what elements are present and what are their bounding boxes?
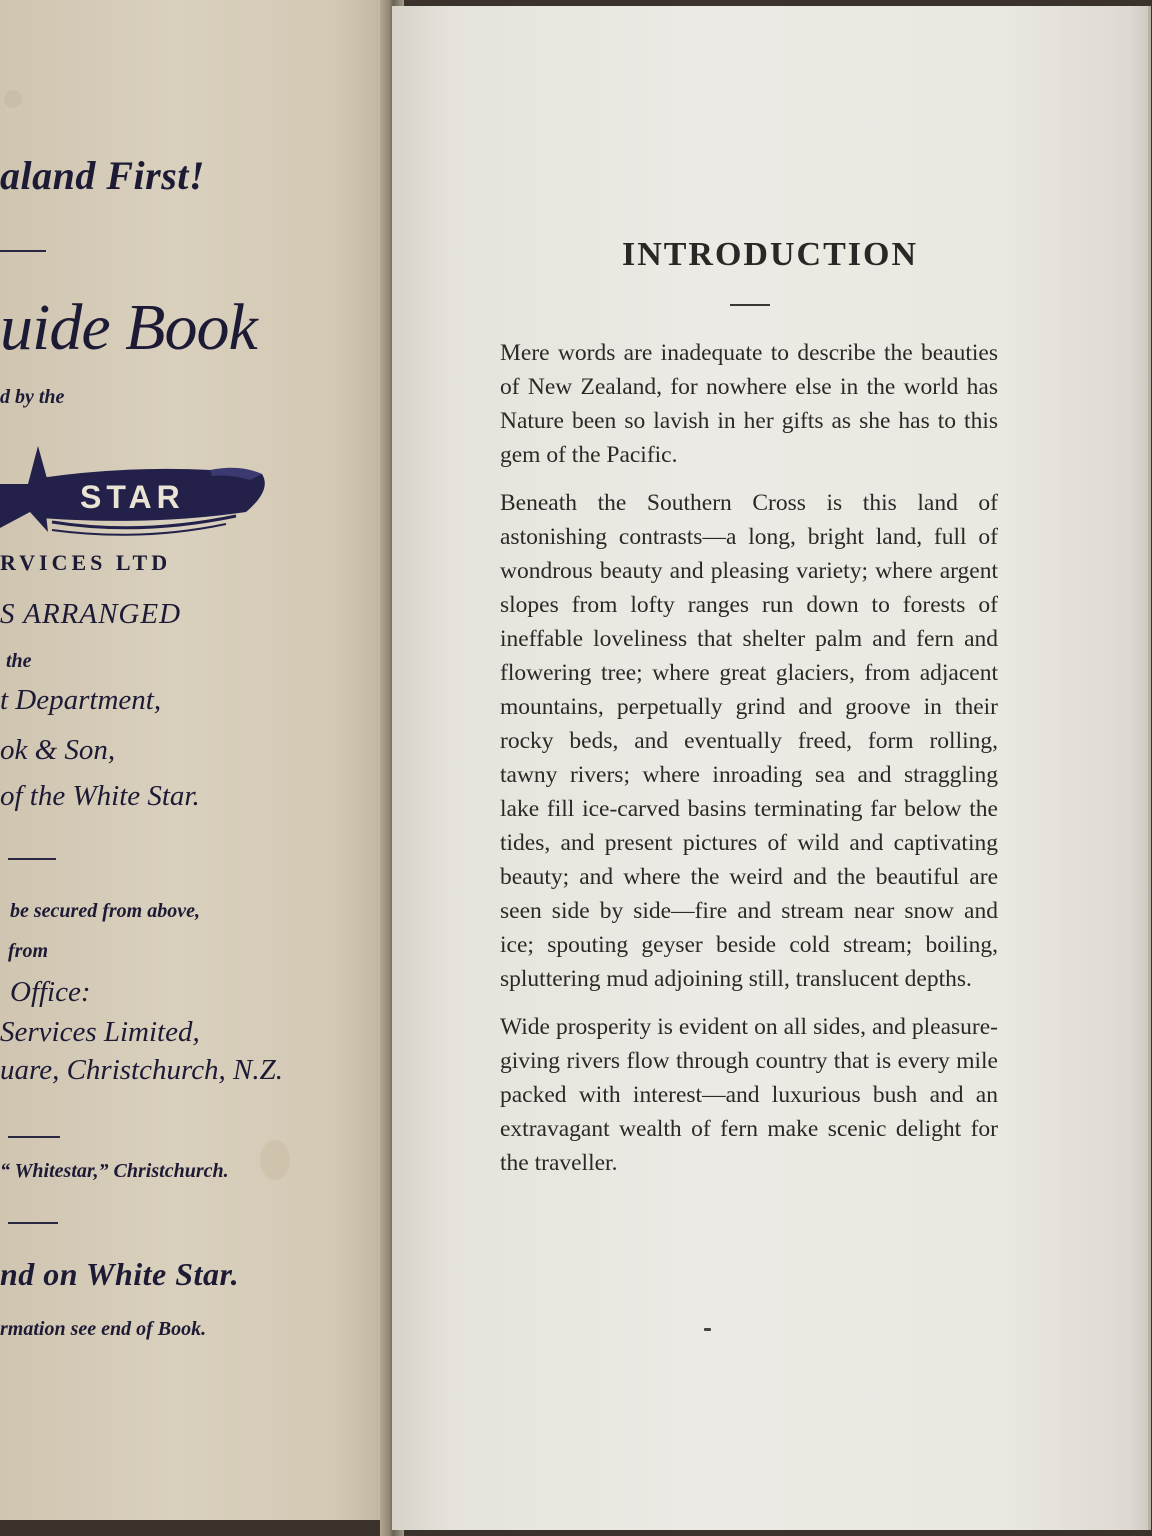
services-line: RVICES LTD bbox=[0, 550, 172, 575]
telegram-address: “ Whitestar,” Christchurch. bbox=[0, 1160, 229, 1182]
from-text: from bbox=[8, 940, 48, 962]
white-star-text: of the White Star. bbox=[0, 780, 200, 812]
arranged-text: S ARRANGED bbox=[0, 598, 182, 630]
page-edge-shadow bbox=[1128, 6, 1148, 1530]
secured-text: be secured from above, bbox=[10, 900, 200, 922]
paper-stain bbox=[260, 1140, 290, 1180]
footer-line: nd on White Star. bbox=[0, 1256, 240, 1292]
intro-body bbox=[500, 336, 998, 1194]
intro-paragraph: Wide prosperity is evident on all sides, and pleasure-giving rivers flow through country that is every mile packed with interest—and luxurious bush and an extravagant wealth of fern make scenic delight for the traveller. bbox=[500, 1014, 998, 1176]
right-page bbox=[392, 6, 1151, 1530]
department-text: t Department, bbox=[0, 684, 162, 716]
page-mark bbox=[704, 1328, 711, 1331]
intro-paragraph: Beneath the Southern Cross is this land of astonishing contrasts—a long, bright land, full of wondrous beauty and pleasing variety; where argent slopes from lofty ranges run down to forests of ineffable loveliness that shelter palm and fern and flowering tree; where great glaciers, from adjacent mountains, perpetually grind and groove in their rocky beds, and eventually freed, form rolling, tawny rivers; where inroading sea and straggling lake fill ice-carved basins terminating far below the tides, and present pictures of wild and captivating beauty; and where the weird and the beautiful are seen side by side—fire and stream near snow and ice; spouting geyser beside cold stream; boiling, spluttering mud adjoining still, translucent depths. bbox=[500, 490, 998, 992]
left-page bbox=[0, 0, 392, 1520]
christchurch-address: uare, Christchurch, N.Z. bbox=[0, 1054, 284, 1086]
son-text: ok & Son, bbox=[0, 734, 116, 766]
left-rule bbox=[8, 858, 56, 860]
page-title: INTRODUCTION bbox=[621, 236, 919, 273]
left-headline: aland First! bbox=[0, 153, 205, 198]
guide-book-title: uide Book bbox=[0, 291, 257, 364]
office-text: Office: bbox=[10, 976, 91, 1008]
paper-stain bbox=[4, 90, 22, 108]
white-star-logo bbox=[0, 444, 280, 554]
intro-paragraph: Mere words are inadequate to describe the beauties of New Zealand, for nowhere else in the world has Nature been so lavish in her gifts as she has to this gem of the Pacific. bbox=[500, 340, 998, 468]
left-rule bbox=[8, 1136, 60, 1138]
left-rule bbox=[8, 1222, 58, 1224]
services-limited-text: Services Limited, bbox=[0, 1016, 200, 1048]
by-the-text: d by the bbox=[0, 386, 65, 408]
left-rule bbox=[0, 250, 46, 252]
title-rule bbox=[730, 304, 770, 306]
logo-word: STAR bbox=[80, 479, 185, 515]
the-text: the bbox=[6, 650, 32, 672]
footer-note: rmation see end of Book. bbox=[0, 1318, 207, 1340]
